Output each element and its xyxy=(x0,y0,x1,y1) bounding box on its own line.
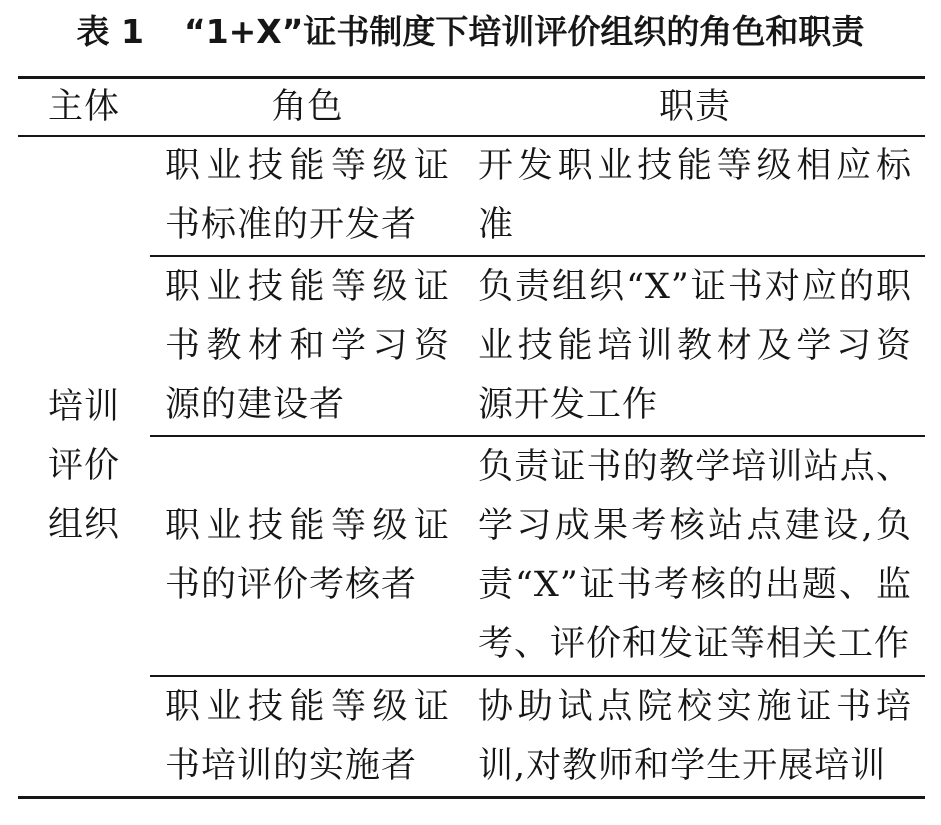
role-cell xyxy=(150,256,465,436)
roles-table xyxy=(18,76,925,799)
header-role: 角色 xyxy=(150,78,465,137)
duty-line: 源开发工作 xyxy=(478,384,659,425)
duty-line: 业技能培训教材及学习资 xyxy=(478,325,912,366)
table-row xyxy=(18,136,925,256)
duty-line: 责“X”证书考核的出题、监 xyxy=(478,565,912,605)
header-duty: 职责 xyxy=(465,78,925,137)
table-number: 表 1 xyxy=(76,12,144,51)
subject-cell xyxy=(18,136,150,798)
role-line: 书培训的实施者 xyxy=(165,745,418,786)
table-row xyxy=(18,676,925,798)
subject-line: 组织 xyxy=(48,505,121,545)
duty-line: 学习成果考核站点建设,负 xyxy=(478,506,912,546)
table-caption xyxy=(0,10,941,54)
duty-cell xyxy=(465,676,925,798)
table-row xyxy=(18,436,925,676)
role-line: 职业技能等级证 xyxy=(165,146,450,186)
duty-line: 负责证书的教学培训站点、 xyxy=(478,447,912,487)
role-cell xyxy=(150,436,465,676)
table-title: “1+X”证书制度下培训评价组织的角色和职责 xyxy=(184,12,865,51)
role-line: 书标准的开发者 xyxy=(165,205,418,245)
role-line: 源的建设者 xyxy=(165,384,346,425)
role-line: 书的评价考核者 xyxy=(165,565,418,605)
role-cell xyxy=(150,136,465,256)
table-row xyxy=(18,256,925,436)
role-line: 职业技能等级证 xyxy=(165,506,450,546)
header-row xyxy=(18,78,925,137)
header-subject: 主体 xyxy=(18,78,150,137)
duty-line: 负责组织“X”证书对应的职 xyxy=(478,266,912,307)
duty-line: 开发职业技能等级相应标 xyxy=(478,146,912,186)
subject-line: 培训 xyxy=(48,387,121,427)
duty-cell xyxy=(465,136,925,256)
duty-cell xyxy=(465,256,925,436)
role-cell xyxy=(150,676,465,798)
subject-line: 评价 xyxy=(48,446,121,486)
duty-line: 训,对教师和学生开展培训 xyxy=(478,745,887,786)
role-line: 书教材和学习资 xyxy=(165,325,450,366)
duty-line: 考、评价和发证等相关工作 xyxy=(478,624,911,664)
role-line: 职业技能等级证 xyxy=(165,686,450,727)
duty-line: 准 xyxy=(478,205,515,245)
role-line: 职业技能等级证 xyxy=(165,266,450,307)
duty-cell xyxy=(465,436,925,676)
duty-line: 协助试点院校实施证书培 xyxy=(478,686,912,727)
